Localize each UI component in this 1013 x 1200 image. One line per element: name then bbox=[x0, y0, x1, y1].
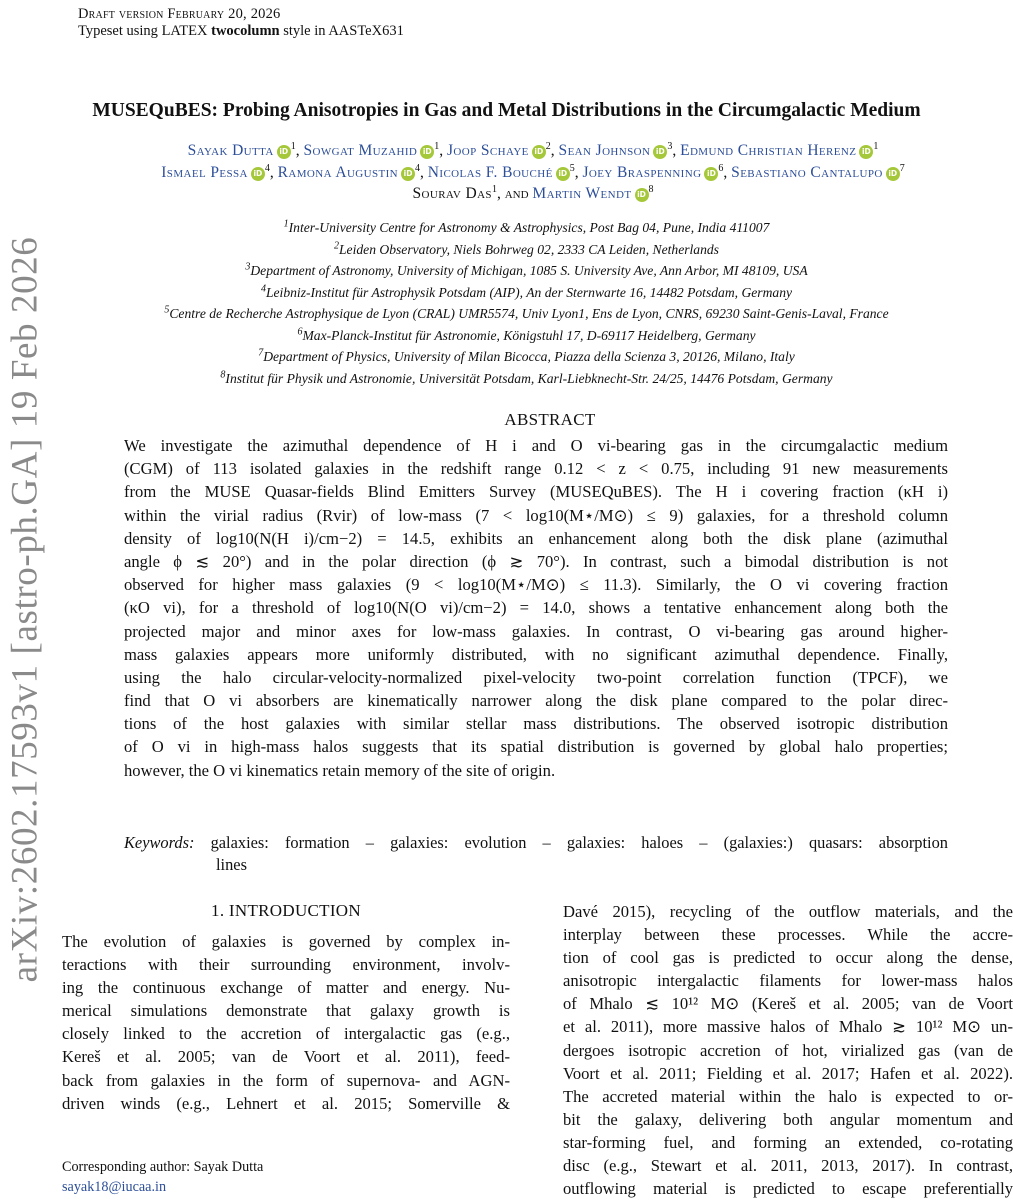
orcid-icon[interactable]: iD bbox=[277, 145, 291, 159]
orcid-icon[interactable]: iD bbox=[251, 167, 265, 181]
affiliation-list bbox=[40, 217, 1013, 389]
left-column bbox=[62, 930, 510, 1115]
draft-version: Draft version February 20, 2026 bbox=[78, 6, 281, 22]
affil-number: 5 bbox=[164, 304, 170, 316]
affiliation bbox=[40, 217, 1013, 239]
abstract-line: of O vi in high-mass halos suggests that its spatial distribution is governed by global halo properties; bbox=[124, 737, 948, 757]
corresponding-author-footnote bbox=[62, 1157, 510, 1197]
abstract-heading: ABSTRACT bbox=[504, 410, 596, 429]
body-line: closely linked to the accretion of intergalactic gas (e.g., bbox=[62, 1024, 510, 1044]
body-line: driven winds (e.g., Lehnert et al. 2015; Somerville & bbox=[62, 1093, 510, 1113]
body-line: Kereš et al. 2005; van de Voort et al. 2011), feed- bbox=[62, 1047, 510, 1067]
orcid-icon[interactable]: iD bbox=[653, 145, 667, 159]
affiliation bbox=[40, 260, 1013, 282]
body-line: The accreted material within the halo is expected to or- bbox=[563, 1086, 1013, 1106]
author-affil-sup: 7 bbox=[899, 162, 905, 174]
keywords-continuation: lines bbox=[216, 855, 247, 874]
affiliation bbox=[40, 346, 1013, 368]
body-line: dergoes isotropic accretion of hot, virialized gas (van de bbox=[563, 1040, 1013, 1060]
affil-number: 4 bbox=[260, 282, 266, 294]
affiliation bbox=[40, 325, 1013, 347]
affiliation bbox=[40, 368, 1013, 390]
body-line: star-forming fuel, and forming an extended, co-rotating bbox=[563, 1132, 1013, 1152]
author-affil-sup: 8 bbox=[648, 183, 654, 195]
author-line: Sayak Dutta iD $^1$, Sowgat Muzahid iD $^1$, Joop Schaye iD $^2$, Sean Johnson iD $^3$, Edmund Christian Herenz iD $^1$ bbox=[187, 140, 879, 159]
abstract-line: find that O vi absorbers are kinematically narrower along the disk plane compared to the polar direc- bbox=[124, 691, 948, 711]
abstract-line: from the MUSE Quasar-fields Blind Emitters Survey (MUSEQuBES). The H i covering fraction (κH i) bbox=[124, 482, 948, 502]
author-link[interactable]: Martin Wendt bbox=[532, 185, 632, 202]
body-line: ing the continuous exchange of matter and energy. Nu- bbox=[62, 978, 510, 998]
author-link[interactable]: Sowgat Muzahid bbox=[303, 142, 418, 159]
affiliation bbox=[40, 303, 1013, 325]
keywords-line bbox=[124, 832, 948, 854]
abstract-line: using the halo circular-velocity-normalized pixel-velocity two-point correlation function (TPCF), we bbox=[124, 667, 948, 687]
author-link[interactable]: Ramona Augustin bbox=[277, 163, 399, 181]
affiliation bbox=[40, 239, 1013, 261]
body-line: anisotropic intergalactic filaments for lower-mass halos bbox=[563, 971, 1013, 991]
author-affil-sup: 1 bbox=[491, 183, 497, 195]
abstract-line: mass galaxies appears more uniformly distributed, with no significant azimuthal dependence. Finally, bbox=[124, 644, 948, 664]
author-line: Ismael Pessa iD $^4$, Ramona Augustin iD $^4$, Nicolas F. Bouché iD $^5$, Joey Braspenning iD $^6$, Sebastiano Cantalupo iD $^7$ bbox=[161, 162, 905, 181]
affil-number: 7 bbox=[258, 347, 264, 359]
orcid-icon[interactable]: iD bbox=[401, 167, 415, 181]
orcid-icon[interactable]: iD bbox=[556, 167, 570, 181]
paper-title: MUSEQuBES: Probing Anisotropies in Gas and Metal Distributions in the Circumgalactic Medium bbox=[92, 100, 921, 121]
author-line: Sourav Das$^1$, and Martin Wendt iD $^8$ bbox=[412, 183, 654, 202]
body-line: outflowing material is predicted to escape preferentially bbox=[563, 1179, 1013, 1199]
abstract-line: observed for higher mass galaxies (9 < log10(M⋆/M⊙) ≤ 11.3). Similarly, the O vi covering fraction bbox=[124, 575, 948, 595]
body-line: disc (e.g., Stewart et al. 2011, 2013, 2017). In contrast, bbox=[563, 1156, 1013, 1176]
author-name: Sourav Das bbox=[412, 185, 492, 202]
author-link[interactable]: Sebastiano Cantalupo bbox=[731, 163, 883, 181]
author-affil-sup: 1 bbox=[290, 140, 296, 152]
typeset-style: twocolumn bbox=[211, 23, 280, 39]
author-affil-sup: 1 bbox=[873, 140, 879, 152]
author-affil-sup: 3 bbox=[667, 140, 673, 152]
latex-logo: LATEX bbox=[161, 23, 208, 39]
abstract-line: however, the O vi kinematics retain memory of the site of origin. bbox=[124, 760, 556, 780]
email-link[interactable]: sayak18@iucaa.in bbox=[62, 1179, 167, 1195]
orcid-icon[interactable]: iD bbox=[859, 145, 873, 159]
abstract-body bbox=[124, 434, 948, 782]
abstract-line: We investigate the azimuthal dependence of H i and O vi-bearing gas in the circumgalactic medium bbox=[124, 436, 948, 455]
affil-number: 2 bbox=[334, 239, 339, 251]
body-line: Davé 2015), recycling of the outflow materials, and the bbox=[563, 902, 1013, 921]
typeset-prefix: Typeset using bbox=[78, 23, 162, 39]
abstract-line: (κO vi), for a threshold of log10(N(O vi)/cm−2) = 14.0, shows a tentative enhancement along both the bbox=[124, 598, 948, 618]
author-affil-sup: 2 bbox=[545, 140, 551, 152]
section-heading: 1. INTRODUCTION bbox=[211, 901, 361, 920]
author-link[interactable]: Sayak Dutta bbox=[187, 142, 274, 159]
author-link[interactable]: Edmund Christian Herenz bbox=[680, 142, 857, 159]
body-line: Voort et al. 2011; Fielding et al. 2017; Hafen et al. 2022). bbox=[563, 1063, 1013, 1083]
affil-text: Leiden Observatory, Niels Bohrweg 02, 2333 CA Leiden, Netherlands bbox=[339, 241, 719, 257]
abstract-line: projected major and minor axes for low-mass galaxies. In contrast, O vi-bearing gas around higher- bbox=[124, 621, 948, 641]
orcid-icon[interactable]: iD bbox=[635, 188, 649, 202]
right-column bbox=[563, 900, 1013, 1200]
arxiv-identifier: arXiv:2602.17593v1 [astro-ph.GA] 19 Feb 2026 bbox=[4, 236, 46, 983]
corresponding-author: Corresponding author: Sayak Dutta bbox=[62, 1159, 264, 1175]
affil-text: Leibniz-Institut für Astrophysik Potsdam (AIP), An der Sternwarte 16, 14482 Potsdam, Germany bbox=[265, 284, 793, 300]
author-list bbox=[50, 140, 1013, 205]
author-affil-sup: 1 bbox=[434, 140, 440, 152]
abstract-line: within the virial radius (Rvir) of low-mass (7 < log10(M⋆/M⊙) ≤ 9) galaxies, for a threshold column bbox=[124, 505, 948, 525]
keywords-text: galaxies: formation – galaxies: evolution – galaxies: haloes – (galaxies:) quasars: absorption bbox=[210, 833, 948, 852]
body-line: back from galaxies in the form of supernova- and AGN- bbox=[62, 1070, 510, 1090]
body-line: interplay between these processes. While the accre- bbox=[563, 925, 1013, 945]
affil-text: Max-Planck-Institut für Astronomie, Königstuhl 17, D-69117 Heidelberg, Germany bbox=[302, 327, 756, 343]
orcid-icon[interactable]: iD bbox=[886, 167, 900, 181]
affil-text: Department of Physics, University of Milan Bicocca, Piazza della Scienza 3, 20126, Milano, Italy bbox=[263, 349, 795, 364]
affil-text: Department of Astronomy, University of Michigan, 1085 S. University Ave, Ann Arbor, MI 48109, USA bbox=[250, 263, 808, 278]
author-affil-sup: 5 bbox=[569, 162, 575, 174]
affil-text: Centre de Recherche Astrophysique de Lyon (CRAL) UMR5574, Univ Lyon1, Ens de Lyon, CNRS, 69230 Saint-Genis-Laval, France bbox=[169, 306, 889, 321]
author-affil-sup: 4 bbox=[264, 162, 270, 174]
and-word: and bbox=[504, 185, 529, 202]
typeset-line bbox=[78, 23, 404, 40]
affiliation bbox=[40, 282, 1013, 304]
author-link[interactable]: Joop Schaye bbox=[446, 142, 529, 159]
affil-number: 1 bbox=[283, 218, 289, 230]
abstract-line: density of log10(N(H i)/cm−2) = 14.5, exhibits an enhancement along both the disk plane (azimuthal bbox=[124, 528, 948, 548]
body-line: The evolution of galaxies is governed by complex in- bbox=[62, 932, 510, 951]
draft-header bbox=[78, 6, 404, 40]
author-link[interactable]: Joey Braspenning bbox=[582, 163, 702, 181]
body-line: tion of cool gas is predicted to occur along the dense, bbox=[563, 948, 1013, 968]
orcid-icon[interactable]: iD bbox=[532, 145, 546, 159]
author-affil-sup: 4 bbox=[415, 162, 421, 174]
orcid-icon[interactable]: iD bbox=[420, 145, 434, 159]
affil-number: 6 bbox=[297, 325, 303, 337]
typeset-suffix: style in AASTeX631 bbox=[279, 23, 404, 39]
abstract-line: tions of the host galaxies with similar stellar mass distributions. The observed isotropic distribution bbox=[124, 714, 948, 734]
author-affil-sup: 6 bbox=[718, 162, 724, 174]
affil-number: 3 bbox=[245, 261, 251, 273]
body-line: of Mhalo ≲ 10¹² M⊙ (Kereš et al. 2005; van de Voort bbox=[563, 994, 1013, 1014]
author-link[interactable]: Nicolas F. Bouché bbox=[427, 163, 553, 181]
body-line: teractions with their surrounding environment, involv- bbox=[62, 955, 510, 975]
abstract-line: (CGM) of 113 isolated galaxies in the redshift range 0.12 < z < 0.75, including 91 new measurements bbox=[124, 459, 948, 479]
body-line: merical simulations demonstrate that galaxy growth is bbox=[62, 1001, 510, 1021]
affil-number: 8 bbox=[220, 368, 226, 380]
orcid-icon[interactable]: iD bbox=[704, 167, 718, 181]
body-line: et al. 2011), more massive halos of Mhalo ≳ 10¹² M⊙ un- bbox=[563, 1017, 1013, 1037]
keywords-label: Keywords: bbox=[124, 833, 195, 852]
author-link[interactable]: Sean Johnson bbox=[558, 142, 651, 159]
body-line: bit the galaxy, delivering both angular momentum and bbox=[563, 1109, 1013, 1129]
affil-text: Inter-University Centre for Astronomy & Astrophysics, Post Bag 04, Pune, India 411007 bbox=[288, 220, 770, 235]
abstract-line: angle ϕ ≲ 20°) and in the polar direction (ϕ ≳ 70°). In contrast, such a bimodal distribution is not bbox=[124, 551, 948, 571]
keywords bbox=[124, 832, 948, 876]
author-link[interactable]: Ismael Pessa bbox=[161, 163, 248, 181]
affil-text: Institut für Physik und Astronomie, Universität Potsdam, Karl-Liebknecht-Str. 24/25, 14476 Potsdam, Germany bbox=[225, 370, 833, 386]
